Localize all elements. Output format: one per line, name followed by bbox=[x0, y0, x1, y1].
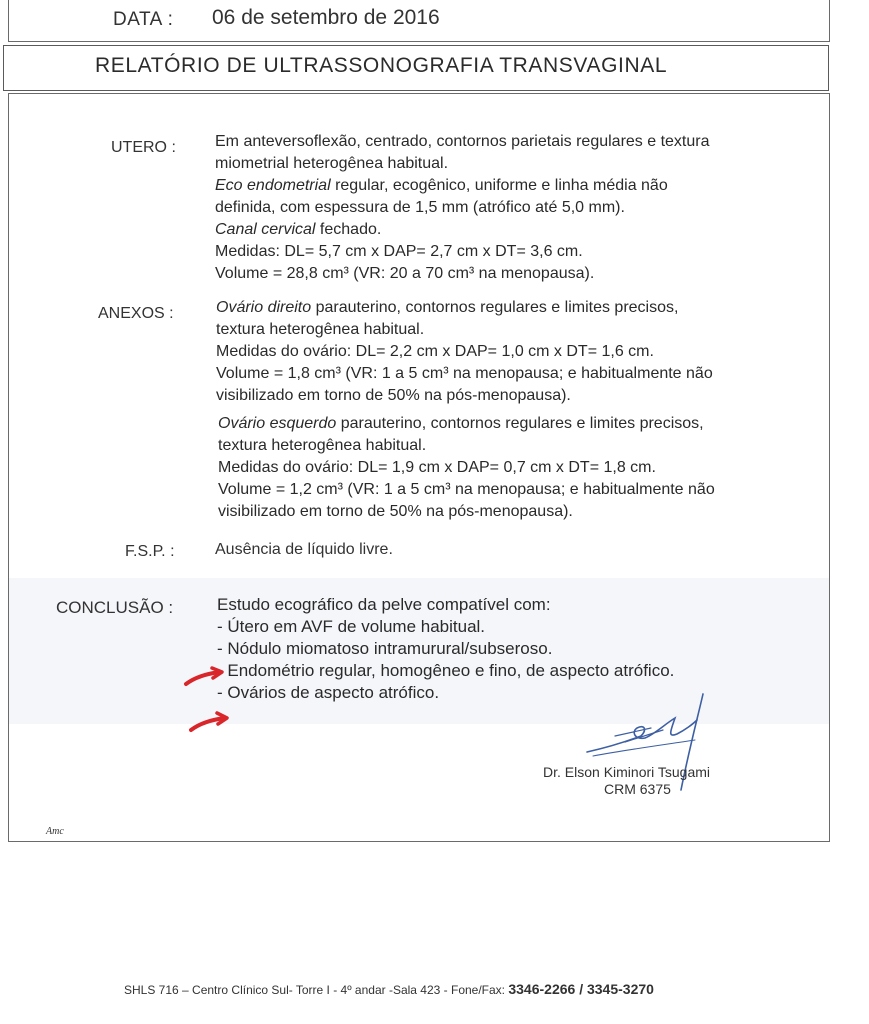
anexos-label: ANEXOS : bbox=[98, 305, 174, 322]
canal-term: Canal cervical bbox=[215, 221, 316, 238]
red-arrow-mark-2 bbox=[185, 710, 235, 734]
ovario-esquerdo-line: textura heterogênea habitual. bbox=[218, 437, 427, 454]
ovario-esquerdo-text bbox=[218, 413, 715, 523]
eco-line bbox=[215, 175, 710, 197]
eco-text: regular, ecogênico, uniforme e linha média não bbox=[330, 177, 668, 194]
utero-line: miometrial heterogênea habitual. bbox=[215, 155, 449, 172]
amc-initials: Amc bbox=[46, 826, 64, 837]
red-arrow-mark-1 bbox=[180, 666, 230, 690]
ovario-direito-line: visibilizado em torno de 50% na pós-menopausa). bbox=[216, 387, 571, 404]
ovario-direito-rest: parauterino, contornos regulares e limites precisos, bbox=[311, 299, 679, 316]
canal-line bbox=[215, 219, 710, 241]
ovario-esquerdo-line: Medidas do ovário: DL= 1,9 cm x DAP= 0,7 cm x DT= 1,8 cm. bbox=[218, 459, 656, 476]
doctor-crm: CRM 6375 bbox=[604, 781, 671, 797]
conclusao-line: - Nódulo miomatoso intramurural/subseroso. bbox=[217, 639, 553, 658]
utero-label: UTERO : bbox=[111, 139, 176, 156]
ovario-esquerdo-line: visibilizado em torno de 50% na pós-menopausa). bbox=[218, 503, 573, 520]
conclusao-line: - Endométrio regular, homogêneo e fino, de aspecto atrófico. bbox=[217, 661, 675, 680]
date-value: 06 de setembro de 2016 bbox=[212, 6, 440, 29]
ovario-esquerdo-line: Volume = 1,2 cm³ (VR: 1 a 5 cm³ na menopausa; e habitualmente não bbox=[218, 481, 715, 498]
utero-volume: Volume = 28,8 cm³ (VR: 20 a 70 cm³ na menopausa). bbox=[215, 265, 595, 282]
doctor-name: Dr. Elson Kiminori Tsugami bbox=[543, 764, 711, 780]
ovario-direito-line: textura heterogênea habitual. bbox=[216, 321, 425, 338]
utero-line: Em anteversoflexão, centrado, contornos parietais regulares e textura bbox=[215, 133, 710, 150]
eco-line-2: definida, com espessura de 1,5 mm (atrófico até 5,0 mm). bbox=[215, 199, 625, 216]
ovario-esquerdo-term: Ovário esquerdo bbox=[218, 415, 337, 432]
canal-text: fechado. bbox=[315, 221, 382, 238]
footer-phones: 3346-2266 / 3345-3270 bbox=[508, 981, 654, 997]
ovario-esquerdo-rest: parauterino, contornos regulares e limites precisos, bbox=[336, 415, 704, 432]
footer-address bbox=[124, 981, 654, 997]
fsp-text: Ausência de líquido livre. bbox=[215, 541, 393, 558]
footer-address-text: SHLS 716 – Centro Clínico Sul- Torre I - 4º andar -Sala 423 - Fone/Fax: bbox=[124, 983, 509, 997]
ovario-direito-line bbox=[216, 297, 713, 319]
ovario-direito-term: Ovário direito bbox=[216, 299, 312, 316]
conclusao-label: CONCLUSÃO : bbox=[56, 598, 174, 617]
conclusao-line: - Ovários de aspecto atrófico. bbox=[217, 683, 440, 702]
conclusao-line: Estudo ecográfico da pelve compatível com: bbox=[217, 595, 551, 614]
date-label: DATA : bbox=[113, 9, 174, 30]
utero-text bbox=[215, 131, 710, 285]
eco-term: Eco endometrial bbox=[215, 177, 331, 194]
ovario-direito-text bbox=[216, 297, 713, 407]
conclusao-line: - Útero em AVF de volume habitual. bbox=[217, 617, 486, 636]
fsp-label: F.S.P. : bbox=[125, 543, 175, 560]
report-title: RELATÓRIO DE ULTRASSONOGRAFIA TRANSVAGINAL bbox=[95, 54, 668, 77]
ovario-direito-line: Volume = 1,8 cm³ (VR: 1 a 5 cm³ na menopausa; e habitualmente não bbox=[216, 365, 713, 382]
conclusao-text bbox=[217, 594, 674, 704]
ovario-esquerdo-line bbox=[218, 413, 715, 435]
utero-medidas: Medidas: DL= 5,7 cm x DAP= 2,7 cm x DT= 3,6 cm. bbox=[215, 243, 583, 260]
ovario-direito-line: Medidas do ovário: DL= 2,2 cm x DAP= 1,0 cm x DT= 1,6 cm. bbox=[216, 343, 654, 360]
